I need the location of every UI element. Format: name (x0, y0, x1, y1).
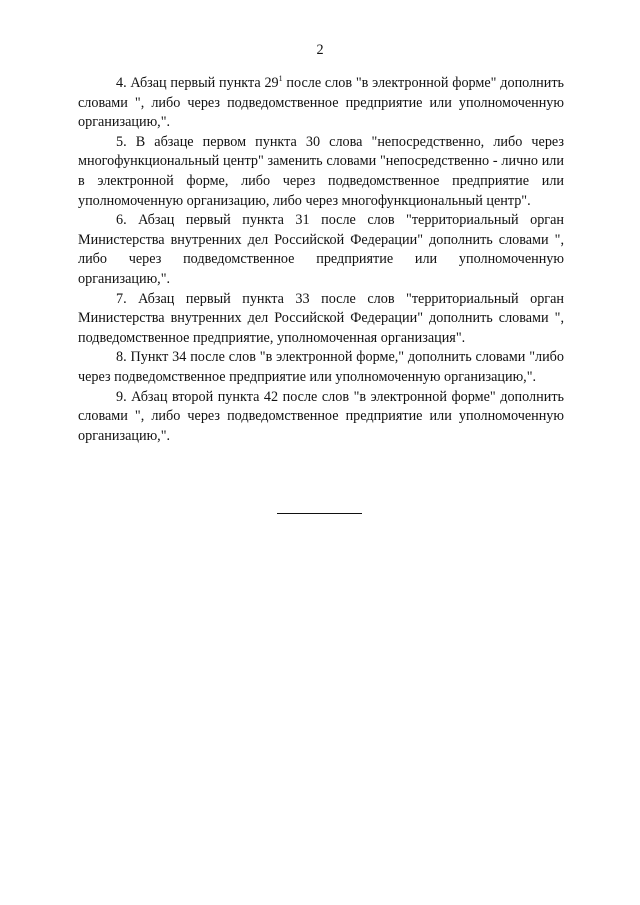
end-of-document-rule (277, 513, 362, 514)
amendment-item-4 (78, 74, 564, 133)
amendment-item-9: 9. Абзац второй пункта 42 после слов "в электронной форме" дополнить словами ", либо через подведомственное предприятие или уполномоченную организацию,". (78, 388, 564, 444)
page-number: 2 (316, 42, 324, 58)
document-body (78, 74, 564, 446)
amendment-item-5: 5. В абзаце первом пункта 30 слова "непосредственно, либо через многофункциональный центр" заменить словами "непосредственно - лично или в электронной форме, либо через подведомственное предприятие или уполномоченную организацию, либо через многофункциональный центр". (78, 133, 564, 209)
amendment-item-8: 8. Пункт 34 после слов "в электронной форме," дополнить словами "либо через подведомственное предприятие или уполномоченную организацию,". (78, 349, 564, 385)
amendment-item-4-end: после слов "в электронной форме" дополнить словами ", либо через подведомственное предприятие или уполномоченную организацию,". (78, 75, 564, 131)
amendment-item-4-start: 4. Абзац первый пункта 29 (116, 75, 279, 91)
amendment-item-7: 7. Абзац первый пункта 33 после слов "территориальный орган Министерства внутренних дел Российской Федерации" дополнить словами ", подведомственное предприятие, уполномоченная организация". (78, 290, 564, 346)
superscript-one: 1 (278, 74, 283, 83)
amendment-item-6: 6. Абзац первый пункта 31 после слов "территориальный орган Министерства внутренних дел Российской Федерации" дополнить словами ", либо через подведомственное предприятие или уполномоченную организацию,". (78, 212, 564, 287)
